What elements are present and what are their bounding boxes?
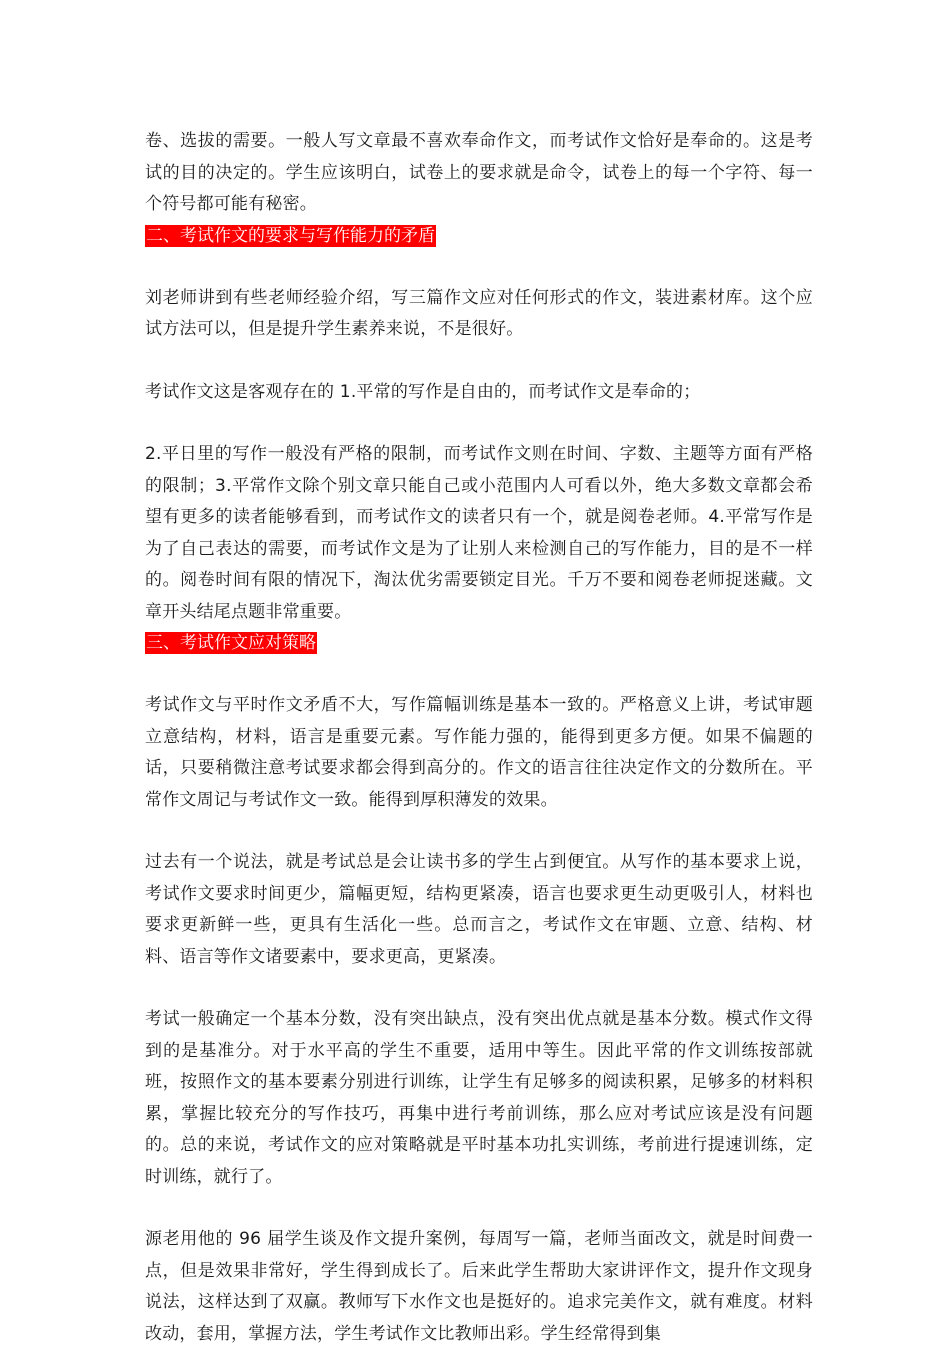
paragraph-gap (145, 346, 813, 377)
document-page (145, 126, 813, 1350)
paragraph-gap (145, 816, 813, 847)
paragraph-gap (145, 408, 813, 439)
paragraph-strategy-1: 考试作文与平时作文矛盾不大，写作篇幅训练是基本一致的。严格意义上讲，考试审题立意结构，材料，语言是重要元素。写作能力强的，能得到更多方便。如果不偏题的话，只要稍微注意考试要求都会得到高分的。作文的语言往往决定作文的分数所在。平常作文周记与考试作文一致。能得到厚积薄发的效果。 (145, 695, 813, 810)
paragraph-teacher-liu: 刘老师讲到有些老师经验介绍，写三篇作文应对任何形式的作文，装进素材库。这个应试方法可以，但是提升学生素养来说，不是很好。 (145, 287, 813, 339)
section-heading-2: 二、考试作文的要求与写作能力的矛盾 (146, 225, 435, 246)
paragraph-gap (145, 659, 813, 690)
paragraph-gap (145, 252, 813, 283)
paragraph-exam-purpose: 卷、选拔的需要。一般人写文章最不喜欢奉命作文，而考试作文恰好是奉命的。这是考试的目的决定的。学生应该明白，试卷上的要求就是命令，试卷上的每一个字符、每一个符号都可能有秘密。 (145, 131, 813, 214)
paragraph-strategy-3: 考试一般确定一个基本分数，没有突出缺点，没有突出优点就是基本分数。模式作文得到的是基准分。对于水平高的学生不重要，适用中等生。因此平常的作文训练按部就班，按照作文的基本要素分别进行训练，让学生有足够多的阅读积累，足够多的材料积累，掌握比较充分的写作技巧，再集中进行考前训练，那么应对考试应该是没有问题的。总的来说，考试作文的应对策略就是平时基本功扎实训练，考前进行提速训练，定时训练，就行了。 (145, 1009, 813, 1187)
section-heading-3: 三、考试作文应对策略 (146, 633, 316, 653)
paragraph-gap (145, 1193, 813, 1224)
paragraph-case-study: 源老用他的 96 届学生谈及作文提升案例，每周写一篇，老师当面改文，就是时间费一点，但是效果非常好，学生得到成长了。后来此学生帮助大家讲评作文，提升作文现身说法，这样达到了双赢。教师写下水作文也是挺好的。追求完美作文，就有难度。材料改动，套用，掌握方法，学生考试作文比教师出彩。学生经常得到集 (145, 1229, 813, 1344)
paragraph-objective-1: 考试作文这是客观存在的 1.平常的写作是自由的，而考试作文是奉命的； (145, 381, 701, 402)
paragraph-strategy-2: 过去有一个说法，就是考试总是会让读书多的学生占到便宜。从写作的基本要求上说，考试作文要求时间更少，篇幅更短，结构更紧凑，语言也要求更生动更吸引人，材料也要求更新鲜一些，更具有生活化一些。总而言之，考试作文在审题、立意、结构、材料、语言等作文诸要素中，要求更高，更紧凑。 (145, 852, 813, 967)
paragraph-gap (145, 973, 813, 1004)
paragraph-points-2-4: 2.平日里的写作一般没有严格的限制，而考试作文则在时间、字数、主题等方面有严格的限制；3.平常作文除个别文章只能自己或小范围内人可看以外，绝大多数文章都会希望有更多的读者能够看到，而考试作文的读者只有一个，就是阅卷老师。4.平常写作是为了自己表达的需要，而考试作文是为了让别人来检测自己的写作能力，目的是不一样的。阅卷时间有限的情况下，淘汰优劣需要锁定目光。千万不要和阅卷老师捉迷藏。文章开头结尾点题非常重要。 (145, 444, 813, 622)
